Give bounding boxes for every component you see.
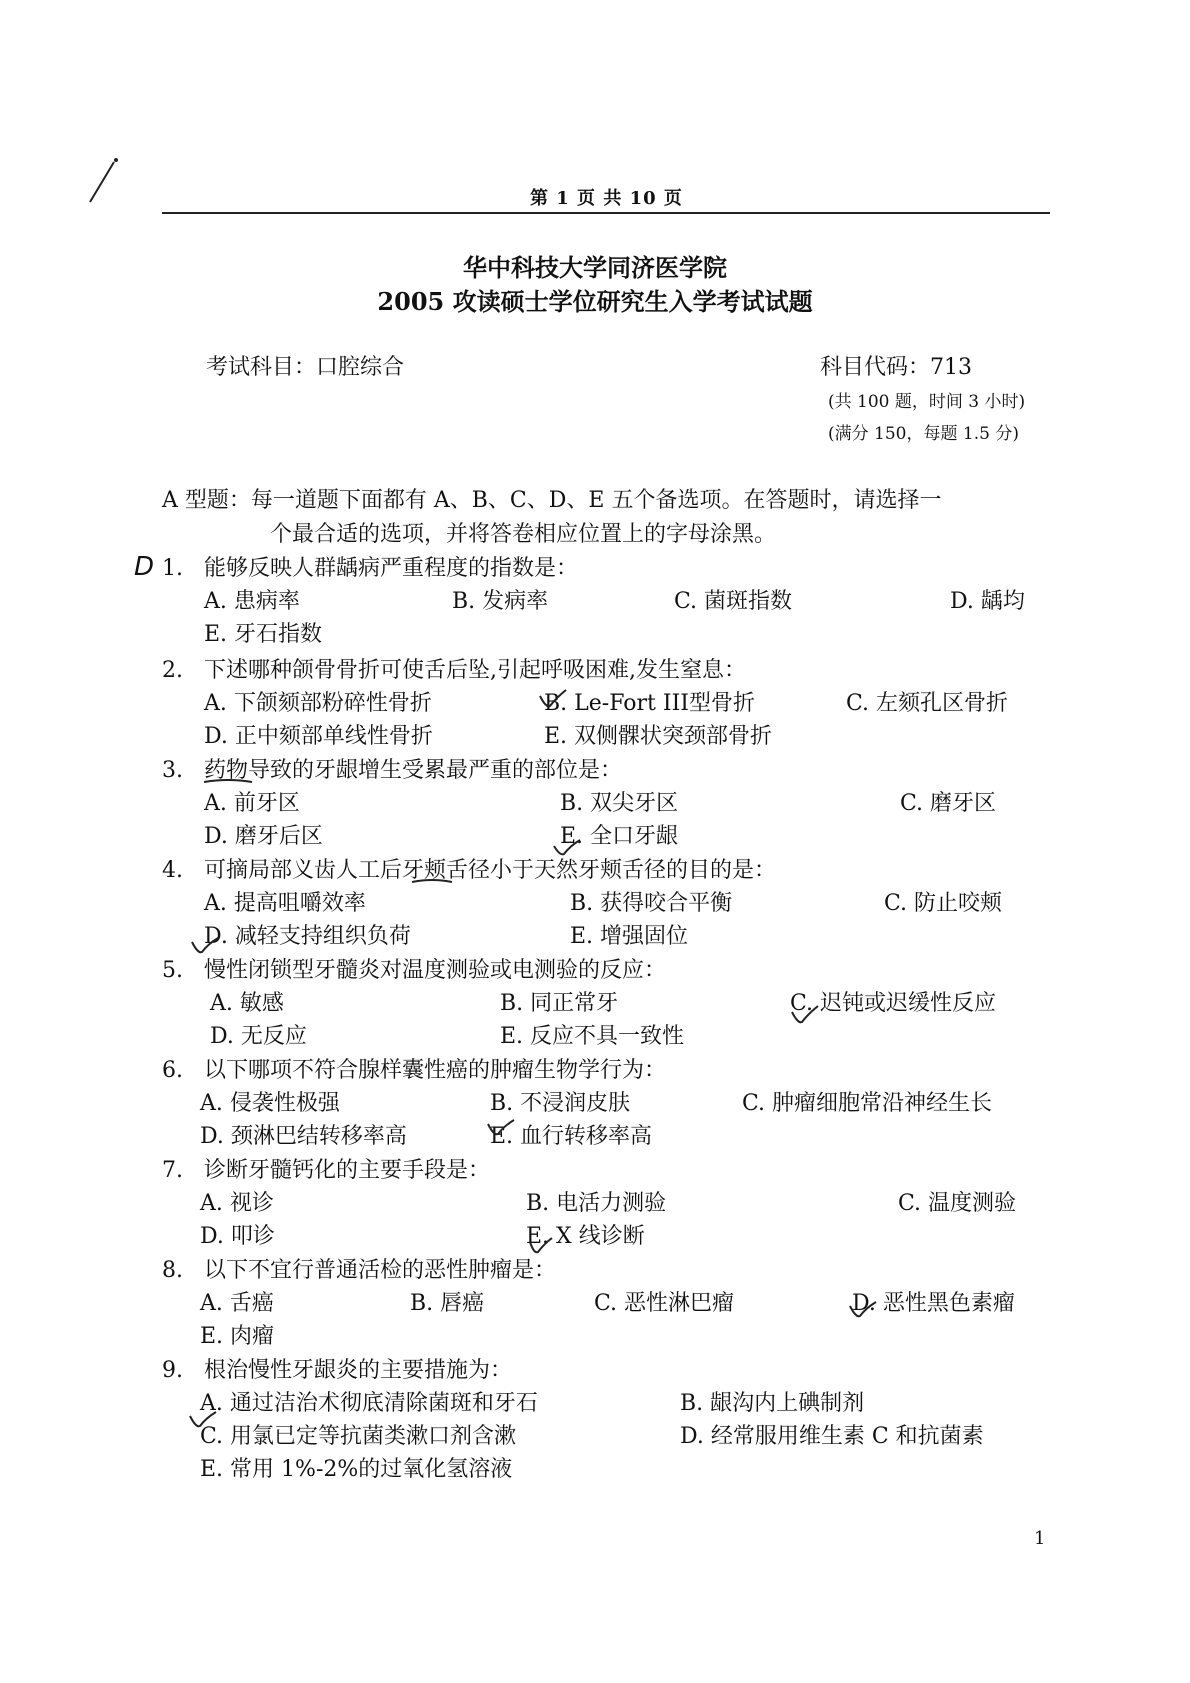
option-a: A. 侵袭性极强 <box>200 1091 340 1116</box>
exam-subject-code: 科目代码：713 <box>820 355 972 380</box>
question-6 <box>162 1054 1062 1153</box>
institution-title: 华中科技大学同济医学院 <box>463 253 727 282</box>
underline-mark-q4 <box>410 876 454 886</box>
option-b: B. 电活力测验 <box>526 1191 667 1216</box>
option-e: E. X 线诊断 <box>526 1224 645 1249</box>
exam-score-note: (满分 150，每题 1.5 分) <box>828 424 1019 444</box>
option-c: C. 用氯已定等抗菌类漱口剂含漱 <box>200 1424 517 1449</box>
option-a: A. 舌癌 <box>200 1291 274 1316</box>
question-stem: 以下哪项不符合腺样囊性癌的肿瘤生物学行为： <box>204 1058 667 1083</box>
option-d: D. 颈淋巴结转移率高 <box>200 1124 407 1149</box>
question-number: 8. <box>162 1258 183 1283</box>
page-number: 1 <box>1034 1528 1046 1549</box>
option-d: D. 恶性黑色素瘤 <box>852 1291 1015 1316</box>
question-1 <box>162 552 1062 651</box>
option-d: D. 经常服用维生素 C 和抗菌素 <box>680 1424 984 1449</box>
option-b: B. 龈沟内上碘制剂 <box>680 1391 865 1416</box>
question-stem: 以下不宜行普通活检的恶性肿瘤是： <box>204 1258 557 1283</box>
option-c: C. 迟钝或迟缓性反应 <box>790 991 997 1016</box>
question-stem: 根治慢性牙龈炎的主要措施为： <box>204 1358 513 1383</box>
option-b: B. 不浸润皮肤 <box>490 1091 631 1116</box>
exam-title: 2005 攻读硕士学位研究生入学考试试题 <box>377 287 813 316</box>
option-b: B. 双尖牙区 <box>560 791 679 816</box>
option-e: E. 全口牙龈 <box>560 824 679 849</box>
question-number: 2. <box>162 658 183 683</box>
option-d: D. 正中颏部单线性骨折 <box>204 724 433 749</box>
instructions-line-1: A 型题：每一道题下面都有 A、B、C、D、E 五个备选项。在答题时，请选择一 <box>162 488 942 513</box>
option-a: A. 患病率 <box>204 589 300 614</box>
header-divider <box>162 212 1050 214</box>
question-stem: 下述哪种颌骨骨折可使舌后坠,引起呼吸困难,发生窒息： <box>204 658 746 683</box>
question-number: 5. <box>162 958 183 983</box>
question-5 <box>162 954 1062 1053</box>
question-8 <box>162 1254 1062 1353</box>
check-mark-q8 <box>848 1300 878 1322</box>
option-a: A. 提高咀嚼效率 <box>204 891 366 916</box>
page-header-label: 第 1 页 共 10 页 <box>530 188 683 209</box>
option-c: C. 左颏孔区骨折 <box>846 691 1009 716</box>
question-3 <box>162 754 1062 853</box>
question-stem: 诊断牙髓钙化的主要手段是： <box>204 1158 491 1183</box>
option-d: D. 龋均 <box>950 589 1025 614</box>
option-b: B. 同正常牙 <box>500 991 619 1016</box>
question-4 <box>162 854 1062 953</box>
question-number: 9. <box>162 1358 183 1383</box>
exam-duration-note: (共 100 题，时间 3 小时) <box>828 392 1026 412</box>
question-stem: 慢性闭锁型牙髓炎对温度测验或电测验的反应： <box>204 958 667 983</box>
option-a: A. 视诊 <box>200 1191 274 1216</box>
option-d: D. 减轻支持组织负荷 <box>204 924 411 949</box>
handwritten-answer-q1: D <box>134 552 155 582</box>
question-number: 1. <box>162 556 183 581</box>
option-e: E. 牙石指数 <box>204 622 323 647</box>
check-mark-q2 <box>538 688 568 712</box>
option-b: B. 唇癌 <box>410 1291 485 1316</box>
option-d: D. 无反应 <box>210 1024 307 1049</box>
question-number: 3. <box>162 758 183 783</box>
option-c: C. 磨牙区 <box>900 791 997 816</box>
option-a: A. 敏感 <box>210 991 284 1016</box>
option-d: D. 磨牙后区 <box>204 824 323 849</box>
option-e: E. 血行转移率高 <box>490 1124 653 1149</box>
question-number: 6. <box>162 1058 183 1083</box>
option-e: E. 增强固位 <box>570 924 689 949</box>
check-mark-q6 <box>486 1118 516 1140</box>
option-b: B. 获得咬合平衡 <box>570 891 733 916</box>
pen-stroke-mark <box>84 158 124 206</box>
option-d: D. 叩诊 <box>200 1224 275 1249</box>
option-c: C. 肿瘤细胞常沿神经生长 <box>742 1091 993 1116</box>
check-mark-q9 <box>188 1410 218 1432</box>
question-2 <box>162 654 1062 753</box>
instructions-line-2: 个最合适的选项，并将答卷相应位置上的字母涂黑。 <box>270 522 777 547</box>
option-a: A. 下颌颏部粉碎性骨折 <box>204 691 432 716</box>
option-e: E. 肉瘤 <box>200 1324 275 1349</box>
option-e: E. 常用 1%-2%的过氧化氢溶液 <box>200 1457 513 1482</box>
option-a: A. 前牙区 <box>204 791 300 816</box>
question-number: 7. <box>162 1158 183 1183</box>
option-a: A. 通过洁治术彻底清除菌斑和牙石 <box>200 1391 538 1416</box>
question-7 <box>162 1154 1062 1253</box>
question-stem: 可摘局部义齿人工后牙颊舌径小于天然牙颊舌径的目的是： <box>204 858 777 883</box>
exam-subject: 考试科目：口腔综合 <box>206 355 405 380</box>
option-b: B. Le-Fort III型骨折 <box>544 691 755 716</box>
option-c: C. 菌斑指数 <box>674 589 793 614</box>
question-9 <box>162 1354 1062 1486</box>
question-number: 4. <box>162 858 183 883</box>
question-stem: 能够反映人群龋病严重程度的指数是： <box>204 556 579 581</box>
instructions <box>162 484 1062 552</box>
check-mark-q5 <box>790 1004 820 1028</box>
option-b: B. 发病率 <box>452 589 549 614</box>
question-stem: 药物导致的牙龈增生受累最严重的部位是： <box>204 758 623 783</box>
option-e: E. 双侧髁状突颈部骨折 <box>544 724 773 749</box>
option-e: E. 反应不具一致性 <box>500 1024 685 1049</box>
option-c: C. 防止咬颊 <box>884 891 1003 916</box>
underline-mark-q3 <box>202 776 254 786</box>
option-c: C. 温度测验 <box>898 1191 1017 1216</box>
option-c: C. 恶性淋巴瘤 <box>594 1291 735 1316</box>
